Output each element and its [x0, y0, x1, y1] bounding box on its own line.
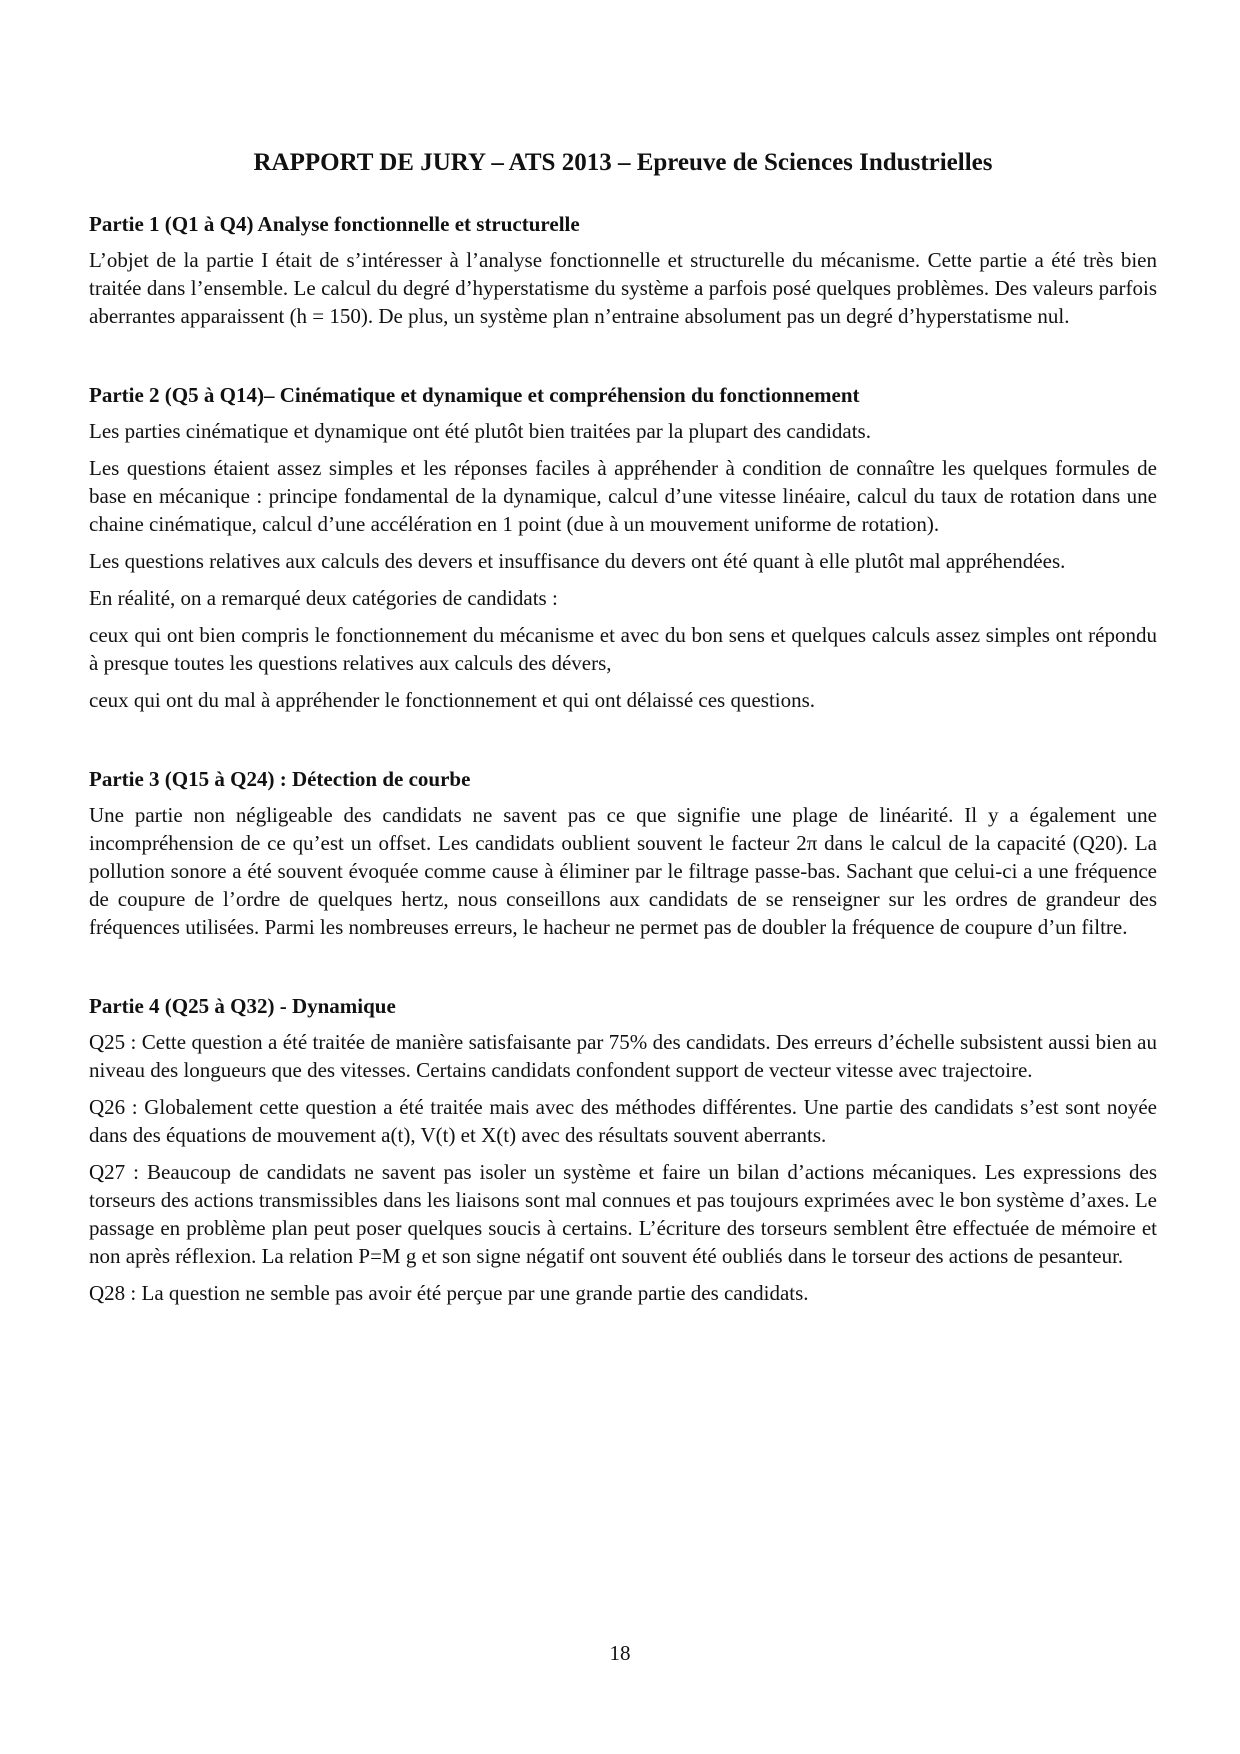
paragraph: L’objet de la partie I était de s’intéresser à l’analyse fonctionnelle et structurelle du mécanisme. Cette partie a été très bien traitée dans l’ensemble. Le calcul du degré d’hyperstatisme du système a parfois posé quelques problèmes. Des valeurs parfois aberrantes apparaissent (h = 150). De plus, un système plan n’entraine absolument pas un degré d’hyperstatisme nul.: [89, 248, 1157, 328]
document-body: [89, 146, 1157, 1343]
paragraph: ceux qui ont du mal à appréhender le fonctionnement et qui ont délaissé ces questions.: [89, 688, 816, 712]
section-partie-1: [89, 211, 1157, 330]
paragraph: ceux qui ont bien compris le fonctionnement du mécanisme et avec du bon sens et quelques calculs assez simples ont répondu à presque toutes les questions relatives aux calculs des dévers,: [89, 623, 1157, 675]
section-partie-2: [89, 382, 1157, 714]
page-number: 18: [609, 1641, 631, 1665]
paragraph: Q26 : Globalement cette question a été traitée mais avec des méthodes différentes. Une partie des candidats s’est sont noyée dans des équations de mouvement a(t), V(t) et X(t) avec des résultats souvent aberrants.: [89, 1095, 1157, 1147]
paragraph: Les parties cinématique et dynamique ont été plutôt bien traitées par la plupart des candidats.: [89, 419, 871, 443]
paragraph: Q28 : La question ne semble pas avoir été perçue par une grande partie des candidats.: [89, 1281, 809, 1305]
section-heading: Partie 1 (Q1 à Q4) Analyse fonctionnelle et structurelle: [89, 212, 580, 236]
section-partie-3: [89, 766, 1157, 941]
section-heading: Partie 4 (Q25 à Q32) - Dynamique: [89, 994, 396, 1018]
paragraph: Les questions relatives aux calculs des devers et insuffisance du devers ont été quant à elle plutôt mal appréhendées.: [89, 549, 1066, 573]
section-heading: Partie 3 (Q15 à Q24) : Détection de courbe: [89, 767, 471, 791]
section-partie-4: [89, 993, 1157, 1307]
document-title: RAPPORT DE JURY – ATS 2013 – Epreuve de Sciences Industrielles: [253, 149, 993, 176]
paragraph: Les questions étaient assez simples et les réponses faciles à appréhender à condition de connaître les quelques formules de base en mécanique : principe fondamental de la dynamique, calcul d’une vitesse linéaire, calcul du taux de rotation dans une chaine cinématique, calcul d’une accélération en 1 point (due à un mouvement uniforme de rotation).: [89, 456, 1157, 536]
paragraph: En réalité, on a remarqué deux catégories de candidats :: [89, 586, 558, 610]
paragraph: Une partie non négligeable des candidats ne savent pas ce que signifie une plage de linéarité. Il y a également une incompréhension de ce qu’est un offset. Les candidats oublient souvent le facteur 2π dans le calcul de la capacité (Q20). La pollution sonore a été souvent évoquée comme cause à éliminer par le filtrage passe-bas. Sachant que celui-ci a une fréquence de coupure de l’ordre de quelques hertz, nous conseillons aux candidats de se renseigner sur les ordres de grandeur des fréquences utilisées. Parmi les nombreuses erreurs, le hacheur ne permet pas de doubler la fréquence de coupure d’un filtre.: [89, 803, 1157, 939]
paragraph: Q25 : Cette question a été traitée de manière satisfaisante par 75% des candidats. Des erreurs d’échelle subsistent aussi bien au niveau des longueurs que des vitesses. Certains candidats confondent support de vecteur vitesse avec trajectoire.: [89, 1030, 1157, 1082]
paragraph: Q27 : Beaucoup de candidats ne savent pas isoler un système et faire un bilan d’actions mécaniques. Les expressions des torseurs des actions transmissibles dans les liaisons sont mal connues et pas toujours exprimées avec le bon système d’axes. Le passage en problème plan peut poser quelques soucis à certains. L’écriture des torseurs semblent être effectuée de mémoire et non après réflexion. La relation P=M g et son signe négatif ont souvent été oubliés dans le torseur des actions de pesanteur.: [89, 1160, 1157, 1268]
section-heading: Partie 2 (Q5 à Q14)– Cinématique et dynamique et compréhension du fonctionnement: [89, 383, 860, 407]
